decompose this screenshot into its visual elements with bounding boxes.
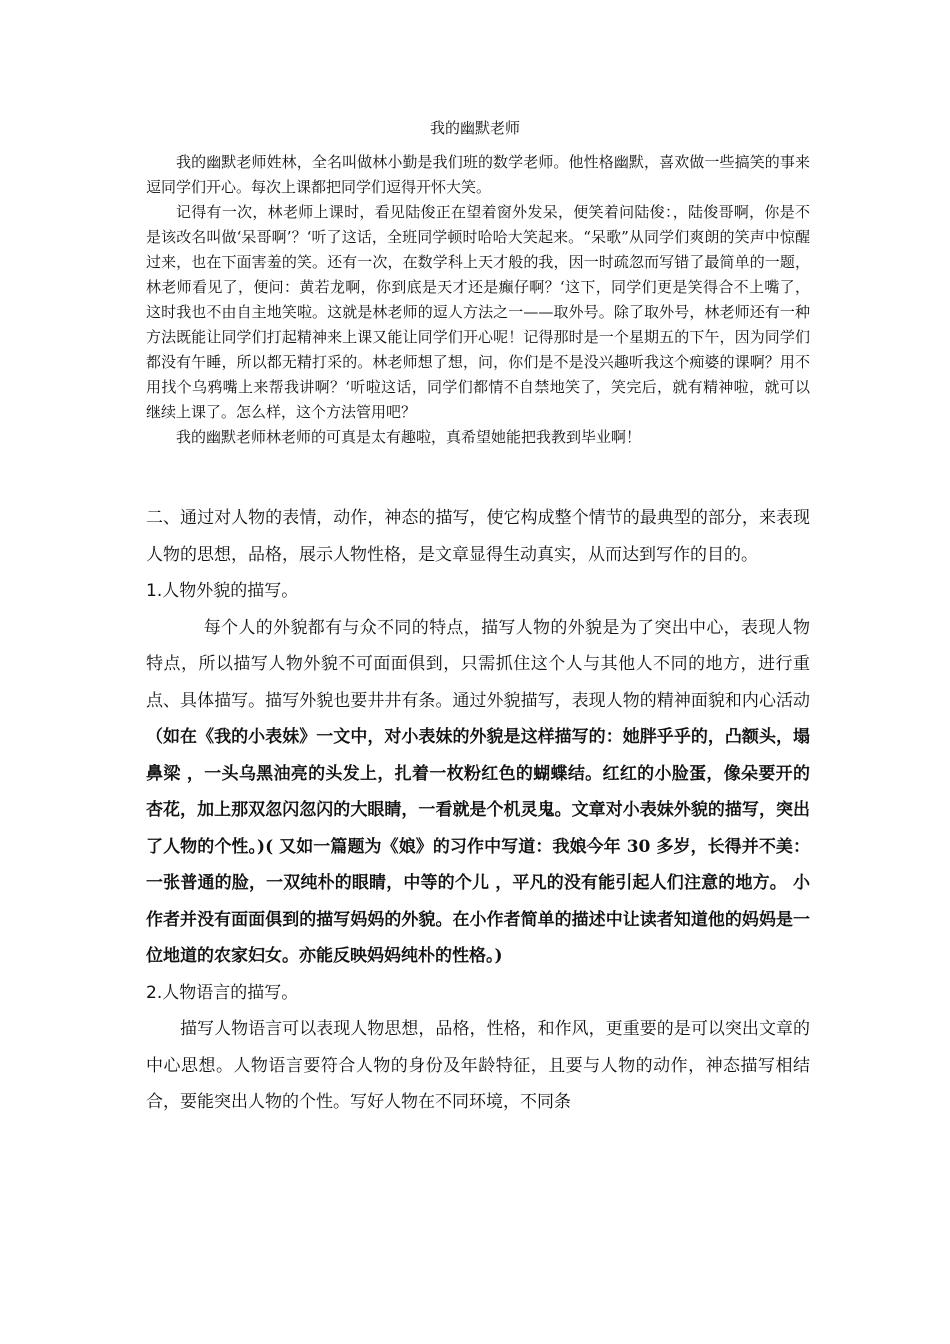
essay-paragraph: 我的幽默老师林老师的可真是太有趣啦，真希望她能把我教到毕业啊！ — [176, 428, 642, 446]
essay-title: 我的幽默老师 — [429, 119, 520, 137]
item1-heading — [146, 573, 810, 610]
essay-body — [146, 150, 810, 450]
item2-number: 2. — [146, 982, 163, 1003]
item2-heading — [146, 975, 810, 1012]
item2-paragraph: 描写人物语言可以表现人物思想，品格，性格，和作风，更重要的是可以突出文章的中心思想。人物语言要符合人物的身份及年龄特征，且要与人物的动作，神态描写相结合，要能突出人物的个性。写好人物在不同环境，不同条 — [146, 1019, 810, 1112]
section-two-text: 二、通过对人物的表情，动作，神态的描写，使它构成整个情节的最典型的部分，来表现人物的思想，品格，展示人物性格，是文章显得生动真实，从而达到写作的目的。 — [146, 508, 810, 565]
essay-paragraph: 记得有一次，林老师上课时，看见陆俊正在望着窗外发呆，便笑着问陆俊：，陆俊哥啊，你是不是该改名叫做‘呆哥啊’？‘听了这话，全班同学顿时哈哈大笑起来。“呆歌”从同学们爽朗的笑声中惊醒过来，也在下面害羞的笑。还有一次，在数学科上天才般的我，因一时疏忽而写错了最简单的一题，林老师看见了，便问：黄若龙啊，你到底是天才还是癫仔啊？‘这下，同学们更是笑得合不上嘴了，这时我也不由自主地笑啦。这就是林老师的逗人方法之一——取外号。除了取外号，林老师还有一种方法既能让同学们打起精神来上课又能让同学们开心呢！记得那时是一个星期五的下午，因为同学们都没有午睡，所以都无精打采的。林老师想了想，问，你们是不是没兴趣听我这个痴婆的课啊？用不用找个乌鸦嘴上来帮我讲啊？‘听啦这话，同学们都情不自禁地笑了，笑完后，就有精神啦，就可以继续上课了。怎么样，这个方法管用吧？ — [146, 203, 810, 421]
item1-text: 每个人的外貌都有与众不同的特点，描写人物的外貌是为了突出中心，表现人物特点，所以描写人物外貌不可面面俱到，只需抓住这个人与其他人不同的地方，进行重点、具体描写。描写外貌也要井井有条。通过外貌描写，表现人物的精神面貌和内心活动 — [146, 617, 810, 711]
item2-heading-text: 人物语言的描写。 — [162, 982, 299, 1003]
item1-example-text: （如在《我的小表妹》一文中，对小表妹的外貌是这样描写的：她胖乎乎的，凸额头，塌鼻梁 ，一头乌黑油亮的头发上，扎着一枚粉红色的蝴蝶结。红红的小脸蛋，像朵要开的杏花，加上那双忽闪忽闪的大眼睛，一看就是个机灵鬼。文章对小表妹外貌的描写，突出了人物的个性。)( 又如一篇题为《娘》的习作中写道：我娘今年 30 多岁，长得并不美：一张普通的脸，一双纯朴的眼睛，中等的个儿 ，平凡的没有能引起人们注意的地方。 小作者并没有面面俱到的描写妈妈的外貌。在小作者简单的描述中让读者知道他的妈妈是一位地道的农家妇女。亦能反映妈妈纯朴的性格。) — [146, 727, 810, 966]
writing-guide — [146, 500, 810, 1121]
item1-number: 1. — [146, 581, 163, 601]
essay-paragraph: 我的幽默老师姓林，全名叫做林小勤是我们班的数学老师。他性格幽默，喜欢做一些搞笑的事来逗同学们开心。每次上课都把同学们逗得开怀大笑。 — [146, 153, 810, 196]
item1-heading-text: 人物外貌的描写。 — [162, 581, 299, 601]
item1-paragraph — [146, 610, 810, 975]
